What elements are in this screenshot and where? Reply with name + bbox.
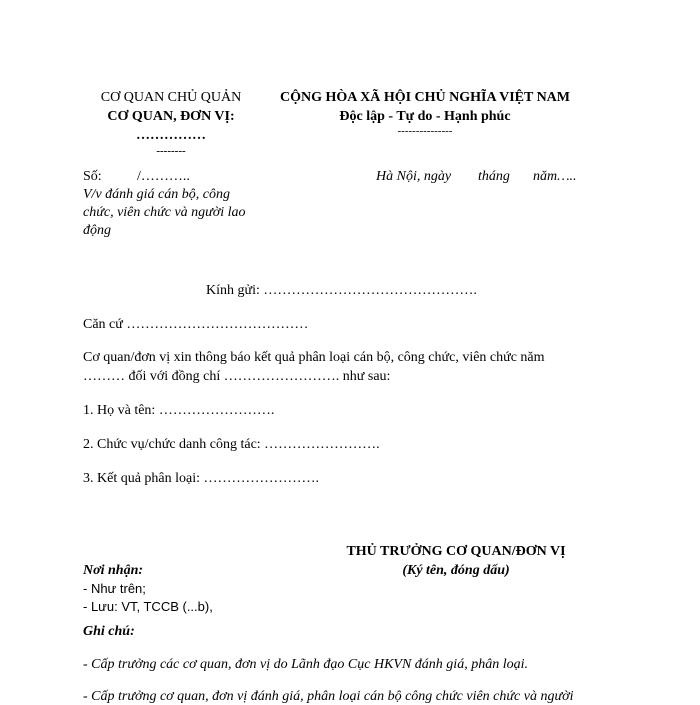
basis-line: Căn cứ ………………………………… xyxy=(83,317,309,332)
recipients-label: Nơi nhận: xyxy=(83,563,144,578)
field-item: 3. Kết quả phân loại: ……………………. xyxy=(83,471,320,486)
note-item: - Cấp trưởng cơ quan, đơn vị đánh giá, phân loại cán bộ công chức viên chức và người xyxy=(83,689,574,704)
intro-line: Cơ quan/đơn vị xin thông báo kết quả phân loại cán bộ, công chức, viên chức năm xyxy=(83,350,545,365)
field-item: 2. Chức vụ/chức danh công tác: ……………………. xyxy=(83,437,380,452)
date-month: tháng xyxy=(478,169,510,184)
signature-note: (Ký tên, đóng dấu) xyxy=(402,563,510,578)
recipient-item: - Lưu: VT, TCCB (...b), xyxy=(83,599,213,614)
date-year: năm….. xyxy=(533,169,577,184)
subject-line: V/v đánh giá cán bộ, công xyxy=(83,187,230,202)
signature-title: THỦ TRƯỞNG CƠ QUAN/ĐƠN VỊ xyxy=(346,544,566,559)
left-divider: -------- xyxy=(156,145,186,157)
country-name: CỘNG HÒA XÃ HỘI CHỦ NGHĨA VIỆT NAM xyxy=(279,90,570,105)
subject-line: động xyxy=(83,223,111,238)
notes-label: Ghi chú: xyxy=(83,624,135,639)
agency-name: CƠ QUAN, ĐƠN VỊ: xyxy=(107,109,235,124)
doc-number-blank: /……….. xyxy=(137,169,190,184)
agency-blank: …………… xyxy=(136,128,206,143)
intro-line: ……… đối với đồng chí ……………………. như sau: xyxy=(83,369,391,384)
doc-number-label: Số: xyxy=(83,169,102,184)
national-motto: Độc lập - Tự do - Hạnh phúc xyxy=(339,109,511,124)
right-divider: --------------- xyxy=(397,125,453,137)
salutation: Kính gửi: ………………………………………. xyxy=(206,283,477,298)
note-item: - Cấp trưởng các cơ quan, đơn vị do Lãnh đạo Cục HKVN đánh giá, phân loại. xyxy=(83,657,528,672)
subject-line: chức, viên chức và người lao xyxy=(83,205,246,220)
agency-parent: CƠ QUAN CHỦ QUẢN xyxy=(100,90,242,105)
place-date: Hà Nội, ngày xyxy=(376,169,452,184)
recipient-item: - Như trên; xyxy=(83,581,146,596)
field-item: 1. Họ và tên: ……………………. xyxy=(83,403,275,418)
